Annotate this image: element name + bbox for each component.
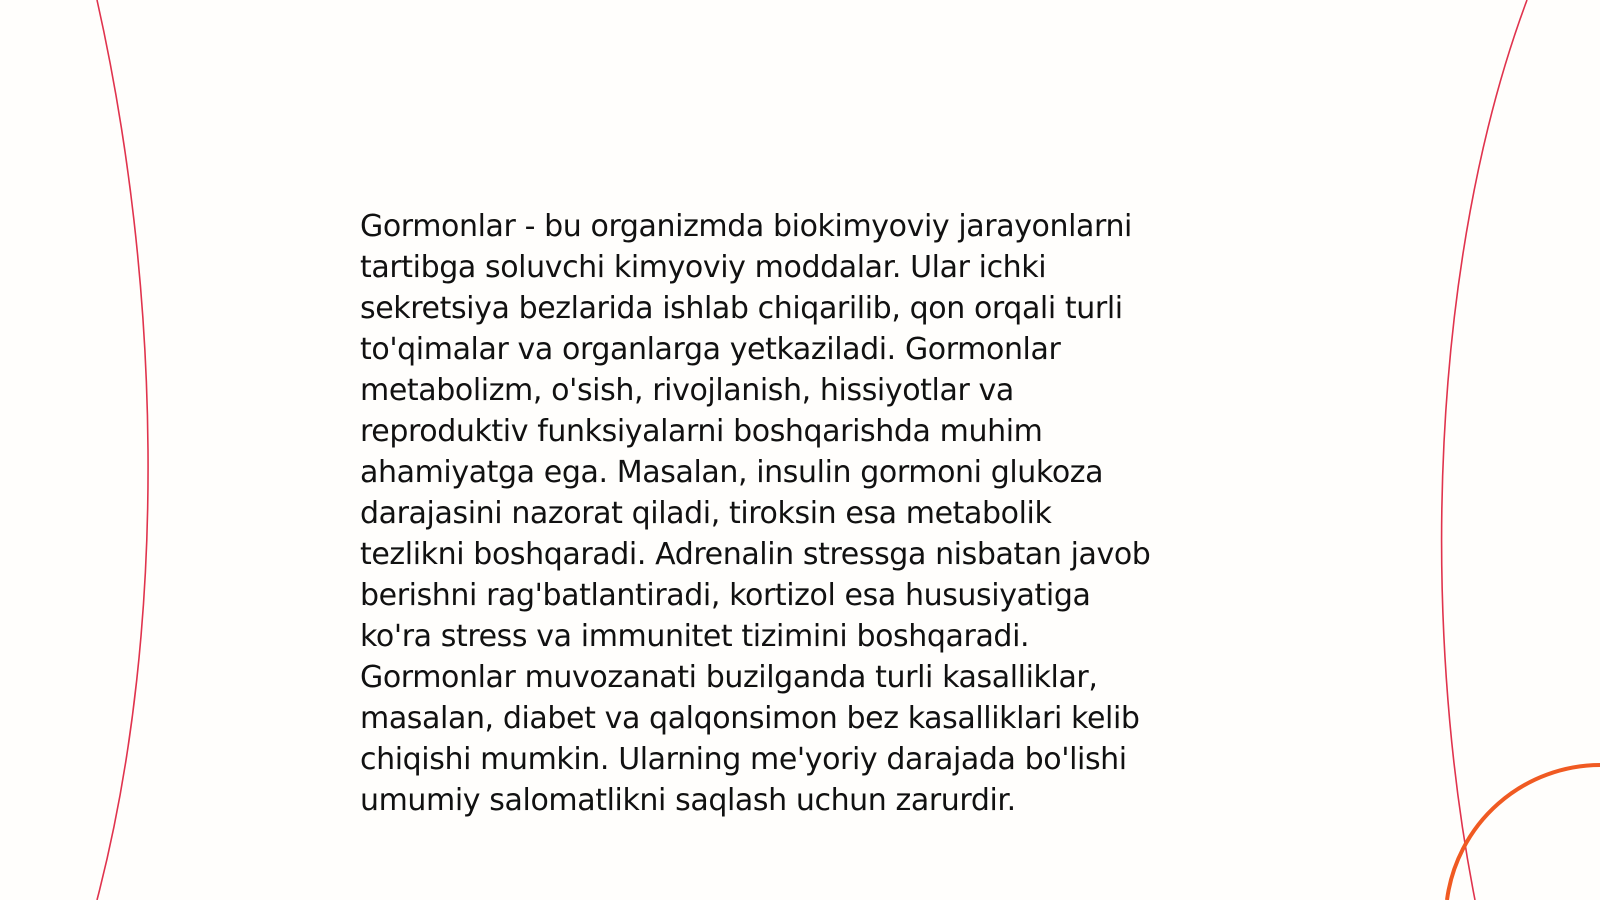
- text-line: metabolizm, o'sish, rivojlanish, hissiyotlar va: [360, 373, 1014, 408]
- text-line: umumiy salomatlikni saqlash uchun zarurdir.: [360, 783, 1016, 818]
- text-line: tartibga soluvchi kimyoviy moddalar. Ular ichki: [360, 250, 1047, 285]
- left-curve: [97, 0, 148, 900]
- orange-circle: [1447, 765, 1600, 900]
- text-line: masalan, diabet va qalqonsimon bez kasalliklari kelib: [360, 701, 1140, 736]
- text-line: berishni rag'batlantiradi, kortizol esa hususiyatiga: [360, 578, 1091, 613]
- text-line: Gormonlar muvozanati buzilganda turli kasalliklar,: [360, 660, 1098, 695]
- body-paragraph: [360, 206, 1360, 821]
- text-line: to'qimalar va organlarga yetkaziladi. Gormonlar: [360, 332, 1061, 367]
- right-curve: [1442, 0, 1527, 900]
- text-line: ko'ra stress va immunitet tizimini boshqaradi.: [360, 619, 1030, 654]
- text-line: reproduktiv funksiyalarni boshqarishda muhim: [360, 414, 1043, 449]
- text-line: tezlikni boshqaradi. Adrenalin stressga nisbatan javob: [360, 537, 1151, 572]
- text-line: sekretsiya bezlarida ishlab chiqarilib, qon orqali turli: [360, 291, 1123, 326]
- text-line: darajasini nazorat qiladi, tiroksin esa metabolik: [360, 496, 1052, 531]
- text-line: chiqishi mumkin. Ularning me'yoriy darajada bo'lishi: [360, 742, 1127, 777]
- text-line: ahamiyatga ega. Masalan, insulin gormoni glukoza: [360, 455, 1104, 490]
- text-line: Gormonlar - bu organizmda biokimyoviy jarayonlarni: [360, 209, 1132, 244]
